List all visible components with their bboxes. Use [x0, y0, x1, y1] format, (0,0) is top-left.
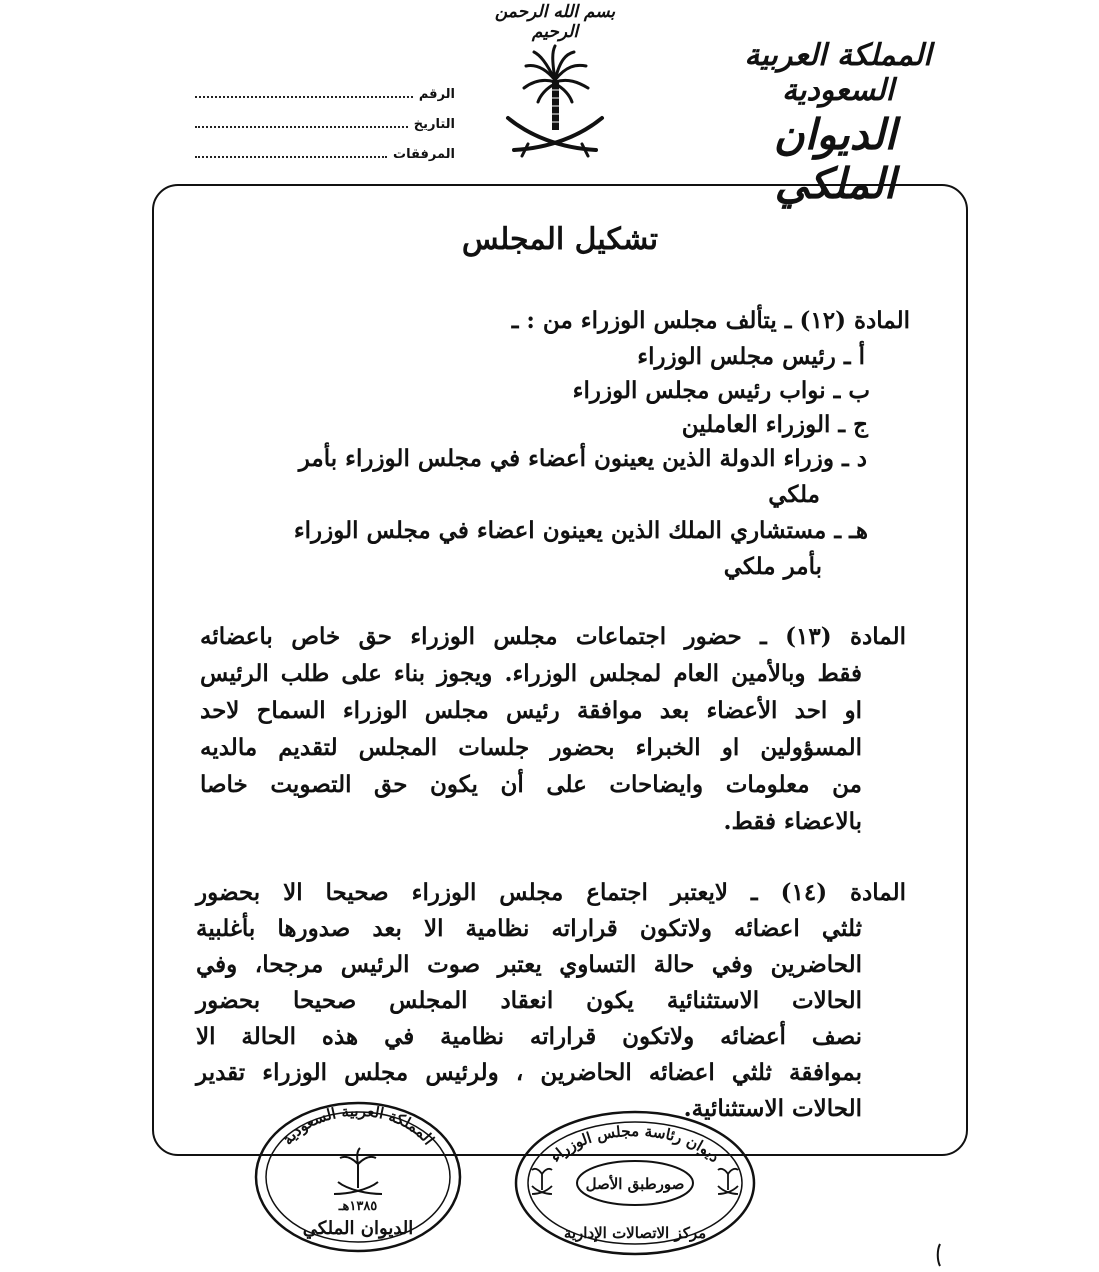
article-14-line-6: بموافقة ثلثي اعضائه الحاضرين ، ولرئيس مجلس الوزراء تقدير [196, 1059, 862, 1086]
article-14-line-5: نصف أعضائه ولاتكون قراراته نظامية في هذه الحالة الا [196, 1023, 862, 1050]
article-12-item-d: د ـ وزراء الدولة الذين يعينون أعضاء في مجلس الوزراء بأمر [298, 445, 867, 472]
article-14-line-1: المادة (١٤) ـ لايعتبر اجتماع مجلس الوزراء صحيحا الا بحضور [196, 879, 906, 906]
reference-number-label: الرقم [418, 87, 455, 102]
article-14-line-4: الحالات الاستثنائية يكون انعقاد المجلس صحيحا بحضور [196, 987, 862, 1014]
date-line [195, 114, 408, 128]
article-13-line-6: بالاعضاء فقط. [723, 808, 862, 835]
date-field [195, 110, 455, 132]
royal-court-seal-icon [252, 1098, 464, 1256]
article-12-item-e: هـ ـ مستشاري الملك الذين يعينون اعضاء في مجلس الوزراء [293, 517, 868, 544]
saudi-emblem-icon [500, 40, 610, 170]
letterhead-kingdom: المملكة العربية السعودية [744, 38, 932, 108]
article-12-item-b: ب ـ نواب رئيس مجلس الوزراء [572, 377, 870, 404]
article-12-item-c: ج ـ الوزراء العاملين [681, 411, 868, 438]
article-14-line-7: الحالات الاستثنائية. [683, 1095, 862, 1122]
date-label: التاريخ [413, 117, 455, 132]
right-seal-center-text: صورطبق الأصل [585, 1175, 685, 1193]
article-12-item-a: أ ـ رئيس مجلس الوزراء [637, 343, 865, 370]
article-12-heading: المادة (١٢) ـ يتألف مجلس الوزراء من : ـ [511, 307, 910, 334]
article-13-line-1: المادة (١٣) ـ حضور اجتماعات مجلس الوزراء حق خاص باعضائه [200, 623, 906, 650]
attachments-label: المرفقات [393, 147, 455, 162]
letterhead-royal-court: الديوان الملكي [773, 110, 897, 208]
article-12-item-d-continued: ملكي [768, 481, 820, 508]
basmala-heading: بسم الله الرحمن الرحيم [494, 2, 616, 42]
right-seal-outer-text: ديوان رئاسة مجلس الوزراء [546, 1122, 724, 1166]
svg-text:المملكة العربية السعودية [278, 1102, 438, 1148]
article-13-line-4: المسؤولين او الخبراء بحضور جلسات المجلس لتقديم مالديه [200, 734, 862, 761]
attachments-field [195, 140, 455, 162]
left-seal-year: ١٣٨٥هـ [338, 1199, 378, 1214]
svg-text:ديوان رئاسة مجلس الوزراء [546, 1122, 723, 1166]
right-seal-bottom-text: مركز الاتصالات الإدارية [563, 1224, 707, 1242]
scan-edge-mark [935, 1242, 943, 1268]
article-14-line-3: الحاضرين وفي حالة التساوي يعتبر صوت الرئيس مرجحا، وفي [196, 951, 862, 978]
document-title: تشكيل المجلس [461, 222, 659, 257]
left-seal-bottom-text: الديوان الملكي [302, 1218, 414, 1239]
article-13-line-2: فقط وبالأمين العام لمجلس الوزراء. ويجوز بناء على طلب الرئيس [200, 660, 862, 687]
article-13-line-3: او احد الأعضاء بعد موافقة رئيس مجلس الوزراء السماح لاحد [200, 697, 862, 724]
left-seal-outer-text: المملكة العربية السعودية [278, 1101, 438, 1149]
attachments-line [195, 144, 387, 158]
council-presidency-seal-icon [512, 1108, 758, 1258]
article-13-line-5: من معلومات وايضاحات على أن يكون حق التصويت خاصا [200, 771, 862, 798]
article-14-line-2: ثلثي اعضائه ولاتكون قراراته نظامية الا بعد صدورها بأغلبية [196, 915, 862, 942]
reference-number-line [195, 84, 413, 98]
article-12-item-e-continued: بأمر ملكي [723, 553, 822, 580]
reference-number-field [195, 80, 455, 102]
